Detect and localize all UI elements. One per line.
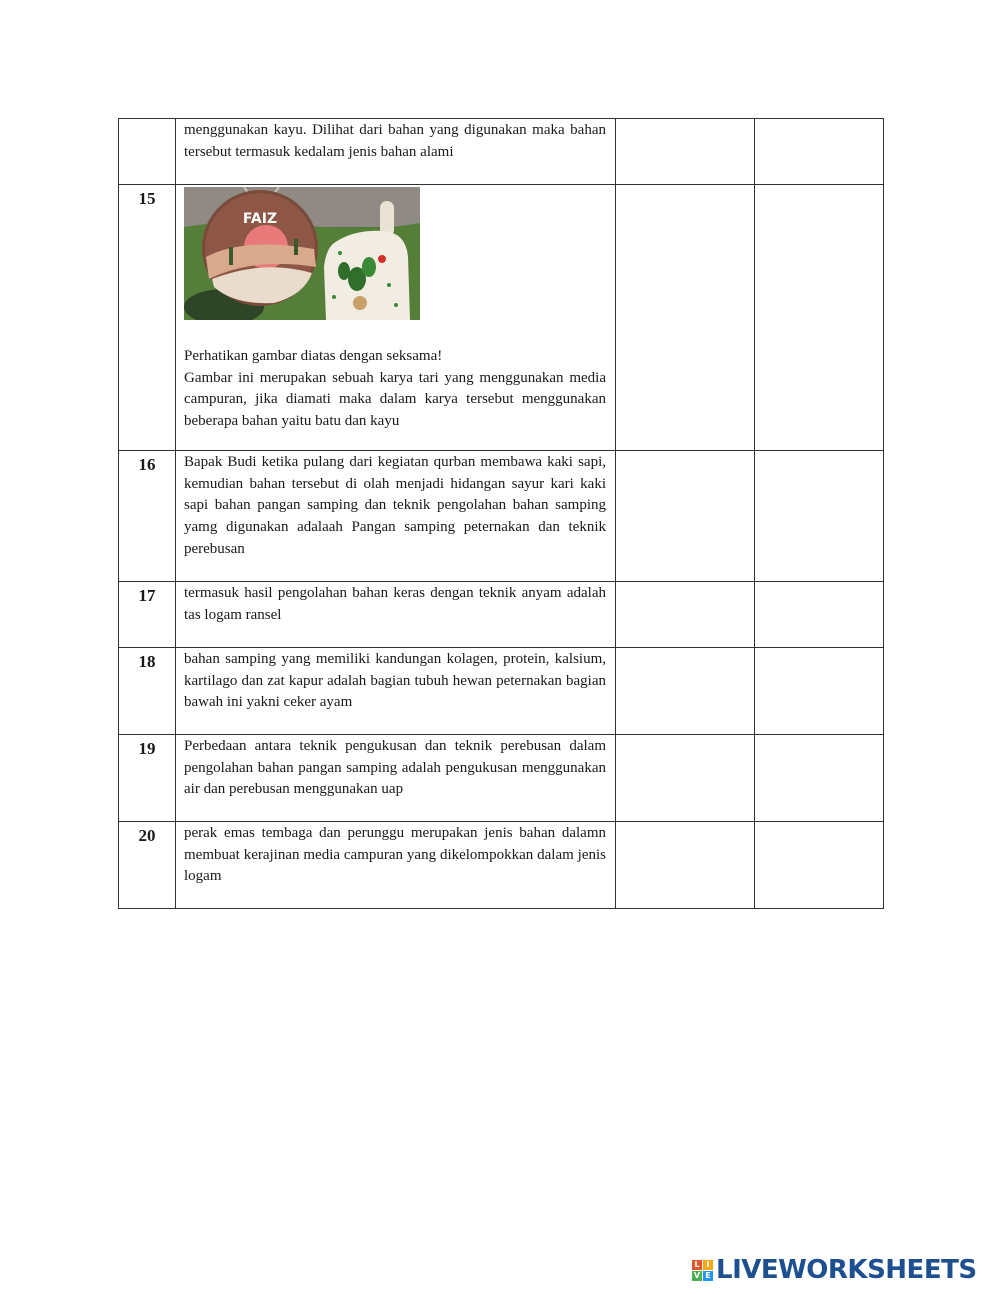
table-row xyxy=(119,185,884,451)
answer-cell-true[interactable] xyxy=(616,119,755,185)
statement-text: Perbedaan antara teknik pengukusan dan teknik perebusan dalam pengolahan bahan pangan samping adalah pengukusan menggunakan air dan perebusan menggunakan uap xyxy=(184,738,606,798)
statement-text: bahan samping yang memiliki kandungan kolagen, protein, kalsium, kartilago dan zat kapur adalah bagian tubuh hewan peternakan bagian bawah ini yakni ceker ayam xyxy=(184,651,606,711)
question-number: 16 xyxy=(119,451,176,582)
statement-cell xyxy=(176,185,616,451)
statement-cell xyxy=(176,582,616,648)
question-number: 17 xyxy=(119,582,176,648)
worksheet-table xyxy=(118,118,884,909)
statement-text: Perhatikan gambar diatas dengan seksama! xyxy=(184,348,443,364)
answer-cell-true[interactable] xyxy=(616,582,755,648)
question-number xyxy=(119,119,176,185)
answer-cell-true[interactable] xyxy=(616,735,755,822)
question-number: 20 xyxy=(119,822,176,909)
answer-cell-false[interactable] xyxy=(755,451,884,582)
question-number: 19 xyxy=(119,735,176,822)
table-row xyxy=(119,648,884,735)
logo-badge-letter: V xyxy=(693,1271,701,1280)
logo-badge-letter: L xyxy=(692,1260,702,1270)
answer-cell-false[interactable] xyxy=(755,735,884,822)
table-row xyxy=(119,822,884,909)
statement-text: termasuk hasil pengolahan bahan keras dengan teknik anyam adalah tas logam ransel xyxy=(184,585,606,623)
table-row xyxy=(119,735,884,822)
question-number: 18 xyxy=(119,648,176,735)
statement-cell xyxy=(176,822,616,909)
answer-cell-true[interactable] xyxy=(616,185,755,451)
statement-cell xyxy=(176,735,616,822)
statement-text: perak emas tembaga dan perunggu merupakan jenis bahan dalamn membuat kerajinan media campuran yang dikelompokkan dalam jenis logam xyxy=(184,825,606,885)
statement-text: menggunakan kayu. Dilihat dari bahan yang digunakan maka bahan tersebut termasuk kedalam jenis bahan alami xyxy=(184,122,606,160)
answer-cell-false[interactable] xyxy=(755,648,884,735)
statement-text: Gambar ini merupakan sebuah karya tari yang menggunakan media campuran, jika diamati maka dalam karya tersebut menggunakan beberapa bahan yaitu batu dan kayu xyxy=(184,369,606,430)
answer-cell-true[interactable] xyxy=(616,451,755,582)
statement-cell xyxy=(176,119,616,185)
answer-cell-true[interactable] xyxy=(616,648,755,735)
logo-badge-icon xyxy=(692,1260,713,1281)
craft-photo xyxy=(184,187,420,320)
answer-cell-false[interactable] xyxy=(755,185,884,451)
liveworksheets-logo[interactable] xyxy=(692,1255,977,1285)
logo-badge-letter: I xyxy=(703,1260,713,1270)
answer-cell-false[interactable] xyxy=(755,822,884,909)
photo-caption: FAIZ xyxy=(242,211,278,227)
logo-badge-letter: E xyxy=(703,1271,713,1281)
table-row xyxy=(119,451,884,582)
answer-cell-false[interactable] xyxy=(755,119,884,185)
statement-cell xyxy=(176,451,616,582)
answer-cell-false[interactable] xyxy=(755,582,884,648)
logo-text: LIVEWORKSHEETS xyxy=(716,1255,977,1285)
question-number: 15 xyxy=(119,185,176,451)
statement-cell xyxy=(176,648,616,735)
table-row xyxy=(119,119,884,185)
answer-cell-true[interactable] xyxy=(616,822,755,909)
table-row xyxy=(119,582,884,648)
statement-text: Bapak Budi ketika pulang dari kegiatan qurban membawa kaki sapi, kemudian bahan tersebut di olah menjadi hidangan sayur kari kaki sapi bahan pangan samping dan teknik pengolahan bahan samping yamg digunakan adalaah Pangan samping peternakan dan teknik perebusan xyxy=(184,454,606,557)
